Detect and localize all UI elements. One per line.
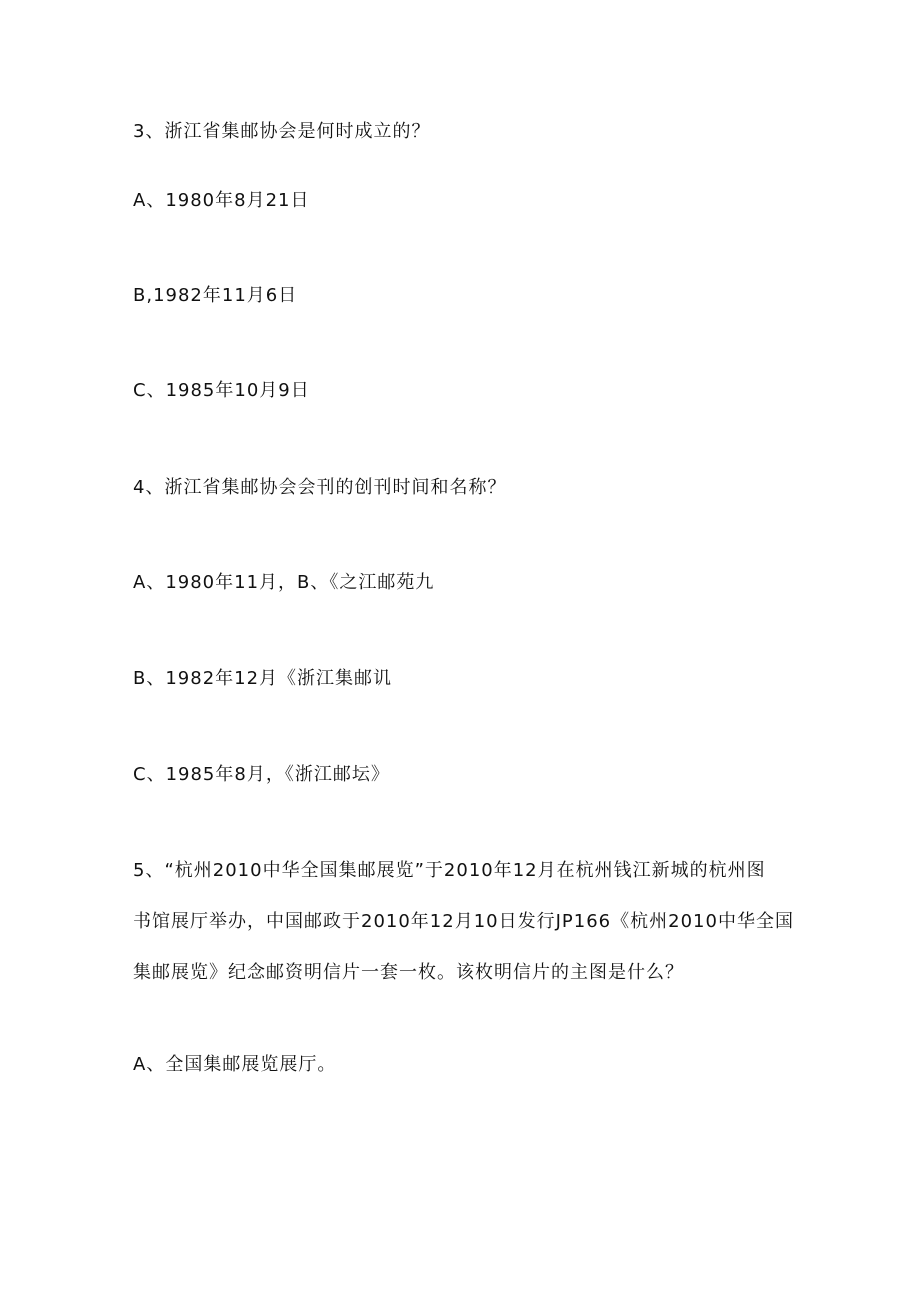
question-5-text	[133, 859, 803, 1012]
question-5-line-1: 5、“杭州2010中华全国集邮展览”于2010年12月在杭州钱江新城的杭州图	[133, 860, 766, 881]
question-5-line-2: 书馆展厅举办，中国邮政于2010年12月10日发行JP166《杭州2010中华全国	[133, 911, 794, 932]
question-4-option-b: B、1982年12月《浙江集邮讥	[133, 668, 393, 689]
question-3-option-a: A、1980年8月21日	[133, 190, 310, 211]
question-3-text: 3、浙江省集邮协会是何时成立的？	[133, 121, 431, 142]
question-5-option-a: A、全国集邮展览展厅。	[133, 1054, 337, 1075]
question-3-option-c: C、1985年10月9日	[133, 380, 310, 401]
question-4-text: 4、浙江省集邮协会会刊的创刊时间和名称？	[133, 477, 507, 498]
question-5-line-3: 集邮展览》纪念邮资明信片一套一枚。该枚明信片的主图是什么？	[133, 962, 684, 983]
question-3-option-b: B,1982年11月6日	[133, 285, 298, 306]
question-4-option-a: A、1980年11月，B、《之江邮苑九	[133, 572, 435, 593]
question-4-option-c: C、1985年8月，《浙江邮坛》	[133, 764, 390, 785]
